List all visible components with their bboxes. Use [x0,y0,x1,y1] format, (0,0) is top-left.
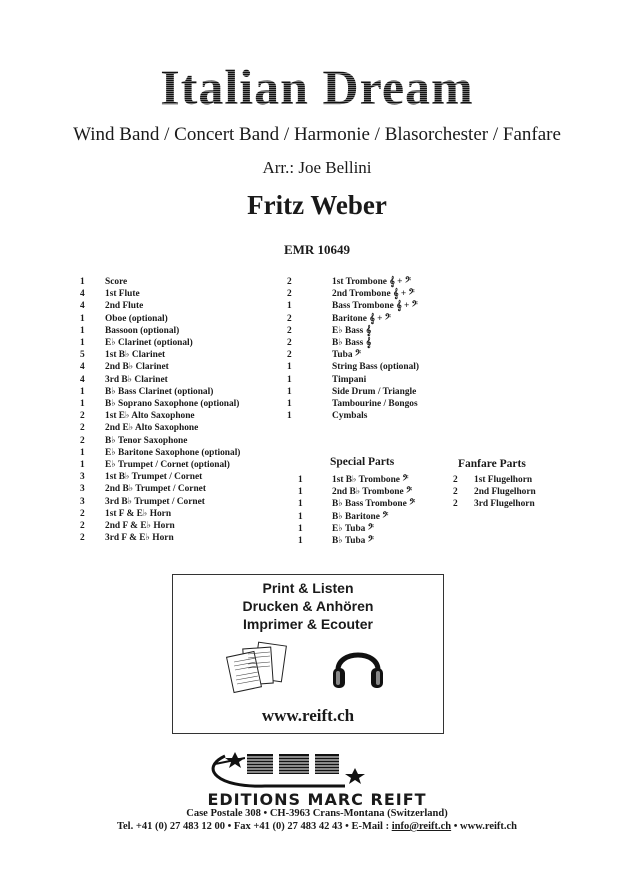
part-name: B♭ Bass Trombone 𝄢 [332,499,416,510]
part-row [287,300,419,312]
ensemble-subtitle: Wind Band / Concert Band / Harmonie / Blasorchester / Fanfare [73,124,561,145]
part-row [287,276,419,288]
part-quantity: 2 [287,277,292,287]
part-name: 2nd E♭ Alto Saxophone [105,423,199,434]
part-quantity: 2 [80,435,85,446]
composer-name: Fritz Weber [247,190,387,220]
part-quantity: 3 [80,472,85,483]
email-link[interactable]: info@reift.ch [391,821,452,832]
part-quantity: 1 [287,301,292,312]
part-row [287,313,419,325]
part-quantity: 1 [80,447,85,458]
part-row [80,471,240,483]
part-quantity: 1 [80,313,85,324]
part-quantity: 2 [80,533,85,544]
part-name: 1st E♭ Alto Saxophone [105,411,195,422]
arranger-credit: Arr.: Joe Bellini [262,158,372,177]
part-quantity: 2 [80,411,85,422]
part-name: B♭ Tuba 𝄢 [332,536,374,547]
part-quantity: 1 [80,460,85,471]
catalog-number: EMR 10649 [283,242,351,257]
part-row [287,288,419,300]
part-quantity: 1 [298,523,303,534]
part-row [287,386,419,398]
fanfare-part-row [453,498,536,510]
part-row [80,300,240,312]
part-name: E♭ Trumpet / Cornet (optional) [105,460,230,471]
part-row [287,325,419,337]
part-quantity: 5 [80,350,85,361]
part-name: Cymbals [332,411,368,422]
part-quantity: 1 [287,386,292,397]
part-row [80,398,240,410]
part-quantity: 1 [80,338,85,349]
publisher-contact [0,821,634,832]
part-name: Tambourine / Bongos [332,399,418,410]
part-name: 3rd Flugelhorn [474,499,535,510]
part-row [80,496,240,508]
part-name: 2nd B♭ Trumpet / Cornet [105,484,206,495]
part-quantity: 1 [298,475,303,485]
special-parts-heading: Special Parts [330,456,395,468]
part-quantity: 1 [298,511,303,522]
part-name: B♭ Bass Clarinet (optional) [105,386,214,397]
part-name: 2nd F & E♭ Horn [105,521,175,532]
part-name: Bass Trombone 𝄞 + 𝄢 [332,301,418,312]
special-part-row [298,474,415,486]
part-quantity: 1 [80,399,85,410]
page-title: Italian Dream [0,58,634,116]
promo-line-de: Drucken & Anhören [242,598,374,614]
part-name: B♭ Bass 𝄞 [332,338,372,349]
part-name: 1st B♭ Clarinet [105,350,166,361]
part-quantity: 3 [80,484,85,495]
fanfare-parts-list [453,474,536,511]
part-name: 2nd Flugelhorn [474,487,536,498]
part-name: 1st B♭ Trombone 𝄢 [332,475,409,485]
part-row [80,288,240,300]
sheet-music-icon [226,640,290,700]
part-quantity: 2 [287,350,292,361]
special-part-row [298,523,415,535]
part-name: 2nd Trombone 𝄞 + 𝄢 [332,289,415,300]
part-quantity: 1 [287,362,292,373]
publisher-address: Case Postale 308 • CH-3963 Crans-Montana (Switzerland) [186,808,448,819]
part-name: 3rd B♭ Clarinet [105,374,168,385]
part-name: Score [105,277,128,287]
part-row [287,361,419,373]
part-name: Tuba 𝄢 [332,350,361,361]
fanfare-parts-heading: Fanfare Parts [458,458,526,470]
part-name: String Bass (optional) [332,362,419,373]
part-quantity: 1 [287,411,292,422]
part-quantity: 2 [453,499,458,510]
part-name: Bassoon (optional) [105,325,180,336]
part-name: Side Drum / Triangle [332,386,417,397]
special-part-row [298,498,415,510]
part-quantity: 2 [453,487,458,498]
part-row [80,532,240,544]
special-part-row [298,535,415,547]
part-name: B♭ Tenor Saxophone [105,435,188,446]
part-name: Timpani [332,374,367,385]
part-name: Oboe (optional) [105,313,168,324]
special-parts-list [298,474,415,547]
parts-list-right [287,276,419,422]
part-name: E♭ Clarinet (optional) [105,338,193,349]
part-quantity: 4 [80,301,85,312]
part-row [80,374,240,386]
part-row [287,337,419,349]
part-row [287,349,419,361]
part-row [80,325,240,337]
part-quantity: 1 [287,374,292,385]
promo-line-en: Print & Listen [262,580,354,596]
part-name: 2nd B♭ Clarinet [105,362,169,373]
part-row [80,313,240,325]
part-name: 1st Trombone 𝄞 + 𝄢 [332,277,411,287]
publisher-name: EDITIONS MARC REIFT [207,790,427,809]
part-row [287,374,419,386]
part-row [287,410,419,422]
part-quantity: 2 [287,325,292,336]
part-quantity: 4 [80,362,85,373]
part-row [80,435,240,447]
part-name: 2nd B♭ Trombone 𝄢 [332,487,413,498]
part-row [80,410,240,422]
part-row [80,361,240,373]
part-row [80,447,240,459]
special-part-row [298,511,415,523]
part-name: 1st Flute [105,289,140,300]
part-row [287,398,419,410]
part-row [80,386,240,398]
contact-phone-fax: Tel. +41 (0) 27 483 12 00 • Fax +41 (0) 27 483 42 43 • E-Mail : [116,821,392,832]
part-quantity: 1 [80,386,85,397]
part-quantity: 1 [298,487,303,498]
part-name: E♭ Tuba 𝄢 [332,523,374,534]
part-quantity: 4 [80,289,85,300]
part-quantity: 2 [287,338,292,349]
part-row [80,508,240,520]
part-quantity: 2 [80,508,85,519]
part-quantity: 1 [298,499,303,510]
part-quantity: 2 [80,521,85,532]
part-name: 1st B♭ Trumpet / Cornet [105,472,203,483]
part-name: 3rd F & E♭ Horn [105,533,174,544]
part-row [80,349,240,361]
website-link[interactable]: www.reift.ch [261,706,355,725]
part-quantity: 3 [80,496,85,507]
part-name: E♭ Baritone Saxophone (optional) [105,447,241,458]
promo-line-fr: Imprimer & Ecouter [243,616,373,632]
part-name: B♭ Soprano Saxophone (optional) [105,399,240,410]
part-name: B♭ Baritone 𝄢 [332,511,389,522]
part-quantity: 2 [287,313,292,324]
contact-website: • www.reift.ch [451,821,518,832]
parts-list-left [80,276,240,544]
part-quantity: 2 [80,423,85,434]
part-name: 1st F & E♭ Horn [105,508,172,519]
part-name: 3rd B♭ Trumpet / Cornet [105,496,205,507]
special-part-row [298,486,415,498]
part-quantity: 2 [287,289,292,300]
part-quantity: 2 [453,475,458,485]
part-row [80,520,240,532]
part-row [80,459,240,471]
part-name: E♭ Bass 𝄞 [332,325,372,336]
part-quantity: 1 [287,399,292,410]
part-row [80,276,240,288]
fanfare-part-row [453,486,536,498]
emr-logo [205,746,385,792]
part-name: Baritone 𝄞 + 𝄢 [332,313,391,324]
part-name: 2nd Flute [105,301,144,312]
part-name: 1st Flugelhorn [474,475,533,485]
part-quantity: 1 [80,325,85,336]
fanfare-part-row [453,474,536,486]
part-row [80,422,240,434]
part-quantity: 1 [80,277,85,287]
part-quantity: 4 [80,374,85,385]
part-row [80,483,240,495]
headphones-icon [330,640,386,692]
part-row [80,337,240,349]
part-quantity: 1 [298,536,303,547]
